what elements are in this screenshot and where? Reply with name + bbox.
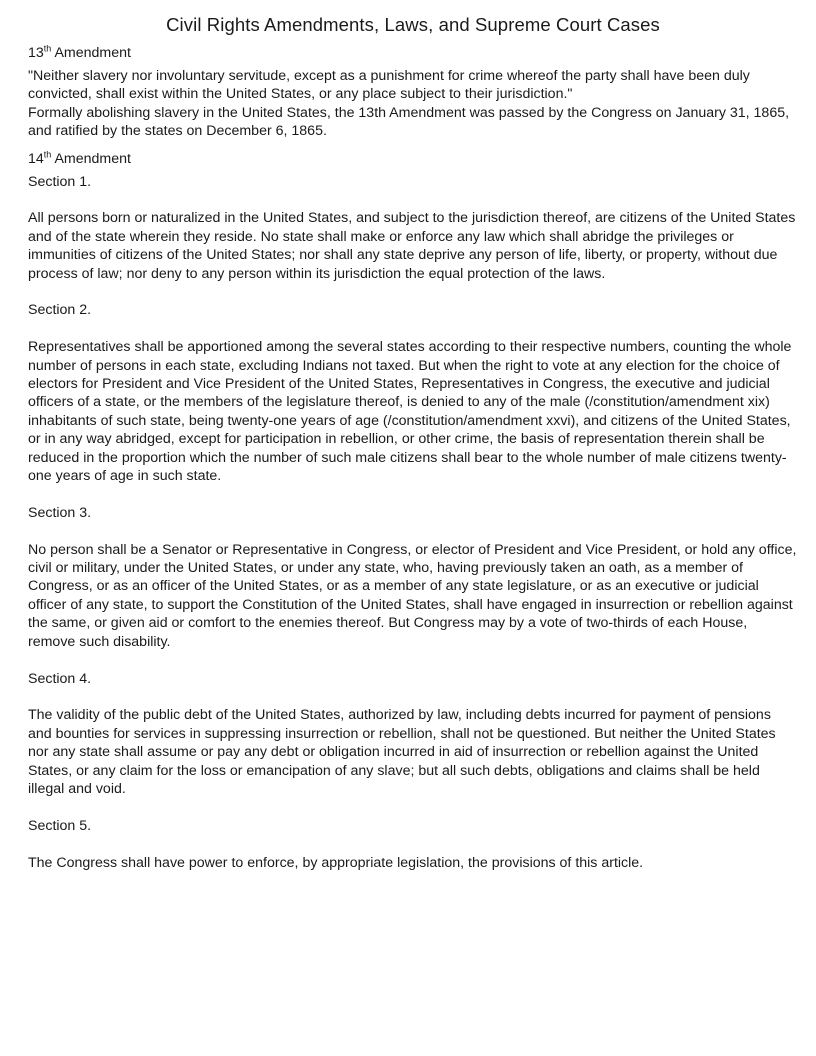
- section-2-text: Representatives shall be apportioned among the several states according to their respective numbers, counting the whole number of persons in each state, excluding Indians not taxed. But when the right to vote at any election for the choice of electors for President and Vice President of the United States, Representatives in Congress, the executive and judicial officers of a state, or the members of the legislature thereof, is denied to any of the male (/constitution/amendment xix) inhabitants of such state, being twenty-one years of age (/constitution/amendment xxvi), and citizens of the United States, or in any way abridged, except for participation in rebellion, or other crime, the basis of representation therein shall be reduced in the proportion which the number of such male citizens shall bear to the whole number of male citizens twenty-one years of age in such state.: [28, 339, 792, 485]
- section-3-text: No person shall be a Senator or Representative in Congress, or elector of President and Vice President, or hold any office, civil or military, under the United States, or under any state, who, having previously taken an oath, as a member of Congress, or as an officer of the United States, or as a member of any state legislature, or as an executive or judicial officer of any state, to support the Constitution of the United States, shall have engaged in insurrection or rebellion against the same, or given aid or comfort to the enemies thereof. But Congress may by a vote of two-thirds of each House, remove such disability.: [28, 541, 797, 650]
- section-1-text: All persons born or naturalized in the United States, and subject to the jurisdiction thereof, are citizens of the United States and of the state wherein they reside. No state shall make or enforce any law which shall abridge the privileges or immunities of citizens of the United States; nor shall any state deprive any person of life, liberty, or property, without due process of law; nor deny to any person within its jurisdiction the equal protection of the laws.: [28, 210, 796, 282]
- amendment-13-ordinal-suffix: th: [43, 43, 52, 54]
- amendment-13-number: 13: [28, 45, 44, 61]
- spacer: [28, 798, 798, 816]
- amendment-14-heading: [28, 148, 798, 167]
- section-1-label: Section 1.: [28, 173, 92, 190]
- section-4-label: Section 4.: [28, 670, 92, 687]
- spacer: [28, 191, 798, 209]
- amendment-14-ordinal-suffix: th: [43, 148, 52, 159]
- document-page: [28, 14, 798, 872]
- amendment-13-quote: "Neither slavery nor involuntary servitude, except as a punishment for crime whereof the party shall have been duly convicted, shall exist within the United States, or any place subject to their jurisdiction.": [28, 68, 750, 103]
- amendment-14-body: [28, 173, 798, 872]
- spacer: [28, 320, 798, 338]
- section-5-text: The Congress shall have power to enforce, by appropriate legislation, the provisions of this article.: [28, 854, 644, 871]
- section-2-label: Section 2.: [28, 302, 92, 319]
- spacer: [28, 485, 798, 503]
- amendment-14-word: Amendment: [51, 150, 131, 167]
- amendment-13-heading: [28, 45, 798, 61]
- spacer: [28, 651, 798, 669]
- amendment-14-number: 14: [28, 150, 44, 167]
- spacer: [28, 835, 798, 853]
- amendment-13-note: Formally abolishing slavery in the United States, the 13th Amendment was passed by the Congress on January 31, 1865, and ratified by the states on December 6, 1865.: [28, 104, 790, 140]
- section-3-label: Section 3.: [28, 504, 92, 521]
- amendment-13-word: Amendment: [51, 45, 131, 61]
- document-title: Civil Rights Amendments, Laws, and Supreme Court Cases: [166, 14, 660, 35]
- section-5-label: Section 5.: [28, 817, 92, 834]
- section-4-text: The validity of the public debt of the United States, authorized by law, including debts incurred for payment of pensions and bounties for services in suppressing insurrection or rebellion, shall not be questioned. But neither the United States nor any state shall assume or pay any debt or obligation incurred in aid of insurrection or rebellion against the United States, or any claim for the loss or emancipation of any slave; but all such debts, obligations and claims shall be held illegal and void.: [28, 707, 776, 797]
- amendment-13-body: [28, 67, 798, 141]
- spacer: [28, 688, 798, 706]
- spacer: [28, 283, 798, 301]
- spacer: [28, 522, 798, 540]
